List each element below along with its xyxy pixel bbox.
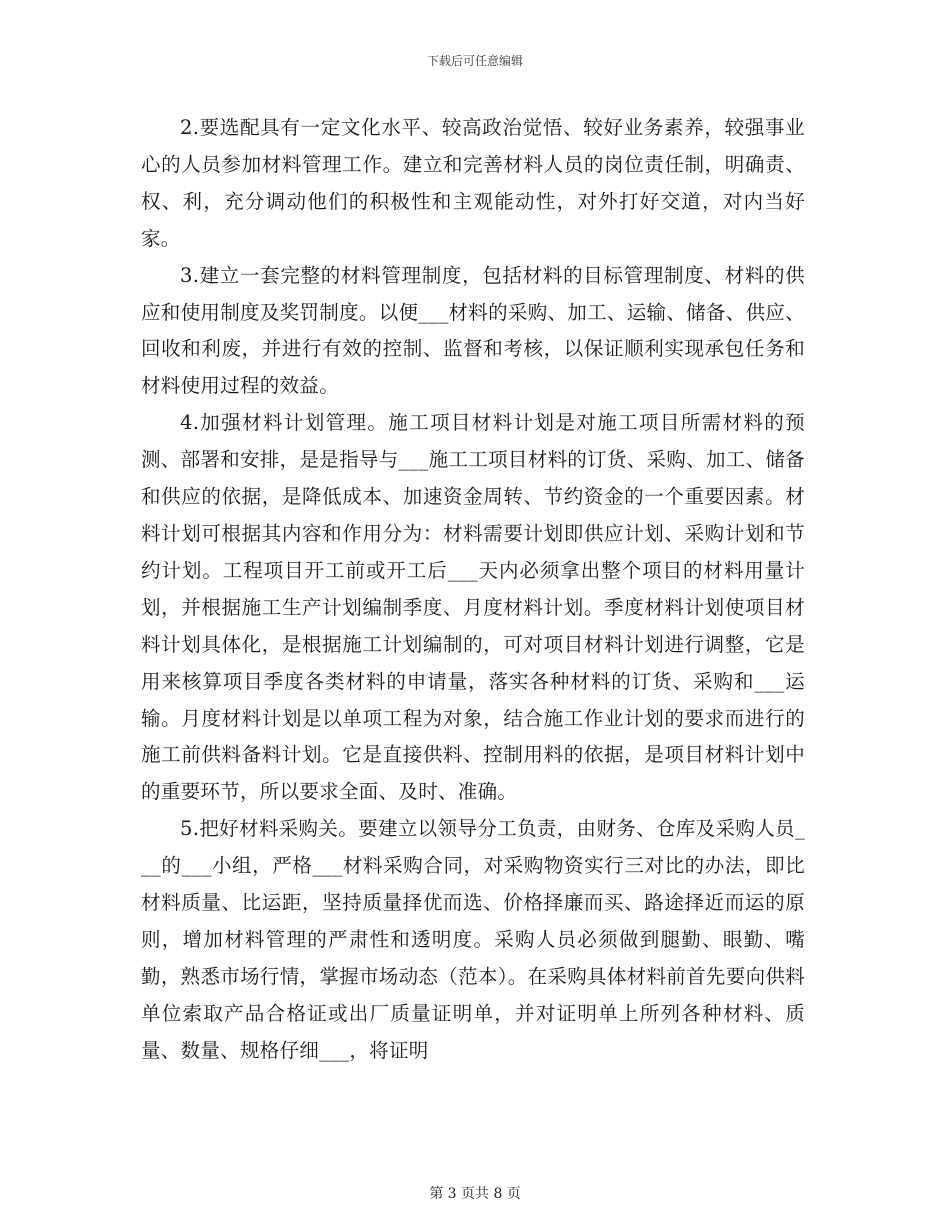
paragraph-3: 3.建立一套完整的材料管理制度，包括材料的目标管理制度、材料的供应和使用制度及奖罚制度。以便___材料的采购、加工、运输、储备、供应、回收和利废，并进行有效的控制、监督和考核，以保证顺利实现承包任务和材料使用过程的效益。 <box>141 263 805 398</box>
paragraph-5: 5.把好材料采购关。要建立以领导分工负责，由财务、仓库及采购人员___的___小组，严格___材料采购合同，对采购物资实行三对比的办法，即比材料质量、比运距，坚持质量择优而选、价格择廉而买、路途择近而运的原则，增加材料管理的严肃性和透明度。采购人员必须做到腿勤、眼勤、嘴勤，熟悉市场行情，掌握市场动态（范本）。在采购具体材料前首先要向供料单位索取产品合格证或出厂质量证明单，并对证明单上所列各种材料、质量、数量、规格仔细___，将证明 <box>141 817 805 1062</box>
document-body <box>141 110 805 1070</box>
page-header: 下载后可任意编辑 <box>426 54 523 68</box>
paragraph-2: 2.要选配具有一定文化水平、较高政治觉悟、较好业务素养，较强事业心的人员参加材料管理工作。建立和完善材料人员的岗位责任制，明确责、权、利，充分调动他们的积极性和主观能动性，对外打好交道，对内当好家。 <box>141 116 805 250</box>
paragraph-4: 4.加强材料计划管理。施工项目材料计划是对施工项目所需材料的预测、部署和安排，是是指导与___施工工项目材料的订货、采购、加工、储备和供应的依据，是降低成本、加速资金周转、节约资金的一个重要因素。材料计划可根据其内容和作用分为：材料需要计划即供应计划、采购计划和节约计划。工程项目开工前或开工后___天内必须拿出整个项目的材料用量计划，并根据施工生产计划编制季度、月度材料计划。季度材料计划使项目材料计划具体化，是根据施工计划编制的，可对项目材料计划进行调整，它是用来核算项目季度各类材料的申请量，落实各种材料的订货、采购和___运输。月度材料计划是以单项工程为对象，结合施工作业计划的要求而进行的施工前供料备料计划。它是直接供料、控制用料的依据，是项目材料计划中的重要环节，所以要求全面、及时、准确。 <box>141 411 805 804</box>
page-number-footer: 第 3 页共 8 页 <box>429 1186 521 1202</box>
